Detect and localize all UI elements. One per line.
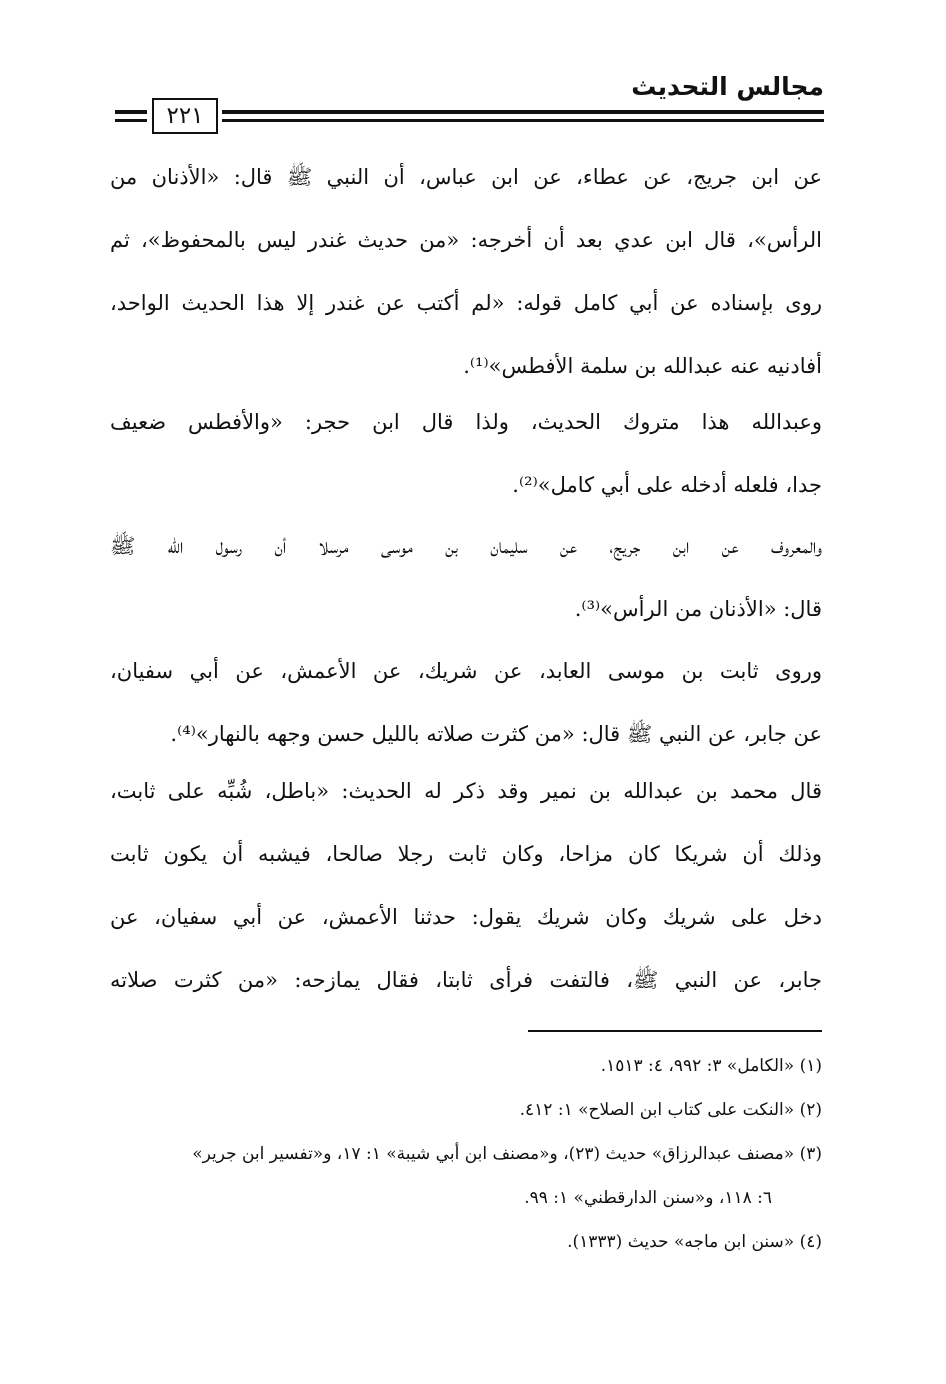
running-title: مجالس التحديث <box>631 72 824 101</box>
text-line: روى بإسناده عن أبي كامل قوله: «لم أكتب عن غندر إلا هذا الحديث الواحد، <box>110 291 822 315</box>
header-rule-right-bottom <box>222 119 824 122</box>
footnote-4: (٤) «سنن ابن ماجه» حديث (١٣٣٣). <box>567 1232 822 1252</box>
paragraph-3 <box>110 515 822 641</box>
paragraph-2 <box>110 391 822 517</box>
text-line: وعبدالله هذا متروك الحديث، ولذا قال ابن حجر: «والأفطس ضعيف <box>110 410 822 434</box>
footnote-2: (٢) «النكت على كتاب ابن الصلاح» ١: ٤١٢. <box>519 1100 822 1120</box>
footnote-3-continued: ٦: ١١٨، و«سنن الدارقطني» ١: ٩٩. <box>524 1188 772 1208</box>
text-line: وذلك أن شريكا كان مزاحا، وكان ثابت رجلا صالحا، فيشبه أن يكون ثابت <box>110 842 822 866</box>
paragraph-1 <box>110 146 822 398</box>
text-line: عن ابن جريج، عن عطاء، عن ابن عباس، أن النبي ﷺ قال: «الأذنان من <box>110 165 822 189</box>
page-number: ٢٢١ <box>152 98 218 134</box>
header-rule-left-bottom <box>115 119 147 122</box>
footnotes <box>110 1044 822 1264</box>
text-line: أفادنيه عنه عبدالله بن سلمة الأفطس»⁽¹⁾. <box>463 354 822 378</box>
text-line: وروى ثابت بن موسى العابد، عن شريك، عن الأعمش، عن أبي سفيان، <box>110 659 822 683</box>
text-line: دخل على شريك وكان شريك يقول: حدثنا الأعمش، عن أبي سفيان، عن <box>110 905 822 929</box>
footnote-3: (٣) «مصنف عبدالرزاق» حديث (٢٣)، و«مصنف ابن أبي شيبة» ١: ١٧، و«تفسير ابن جرير» <box>192 1144 822 1164</box>
paragraph-5 <box>110 760 822 1012</box>
header-rule-right-top <box>222 110 824 114</box>
text-line: قال: «الأذنان من الرأس»⁽³⁾. <box>574 597 822 621</box>
text-line: قال محمد بن عبدالله بن نمير وقد ذكر له الحديث: «باطل، شُبِّه على ثابت، <box>110 779 822 803</box>
footnote-1: (١) «الكامل» ٣: ٩٩٢، ٤: ١٥١٣. <box>600 1056 822 1076</box>
paragraph-4 <box>110 640 822 766</box>
text-line: جابر، عن النبي ﷺ، فالتفت فرأى ثابتا، فقال يمازحه: «من كثرت صلاته <box>110 968 822 992</box>
text-line: جدا، فلعله أدخله على أبي كامل»⁽²⁾. <box>512 473 822 497</box>
text-line: عن جابر، عن النبي ﷺ قال: «من كثرت صلاته بالليل حسن وجهه بالنهار»⁽⁴⁾. <box>170 722 822 746</box>
footnote-separator <box>528 1030 822 1032</box>
text-line: الرأس»، قال ابن عدي بعد أن أخرجه: «من حديث غندر ليس بالمحفوظ»، ثم <box>110 228 822 252</box>
text-line: والمعروف عن ابن جريج، عن سليمان بن موسى مرسلا أن رسول الله ﷺ <box>110 534 822 558</box>
header-rule-left-top <box>115 110 147 114</box>
